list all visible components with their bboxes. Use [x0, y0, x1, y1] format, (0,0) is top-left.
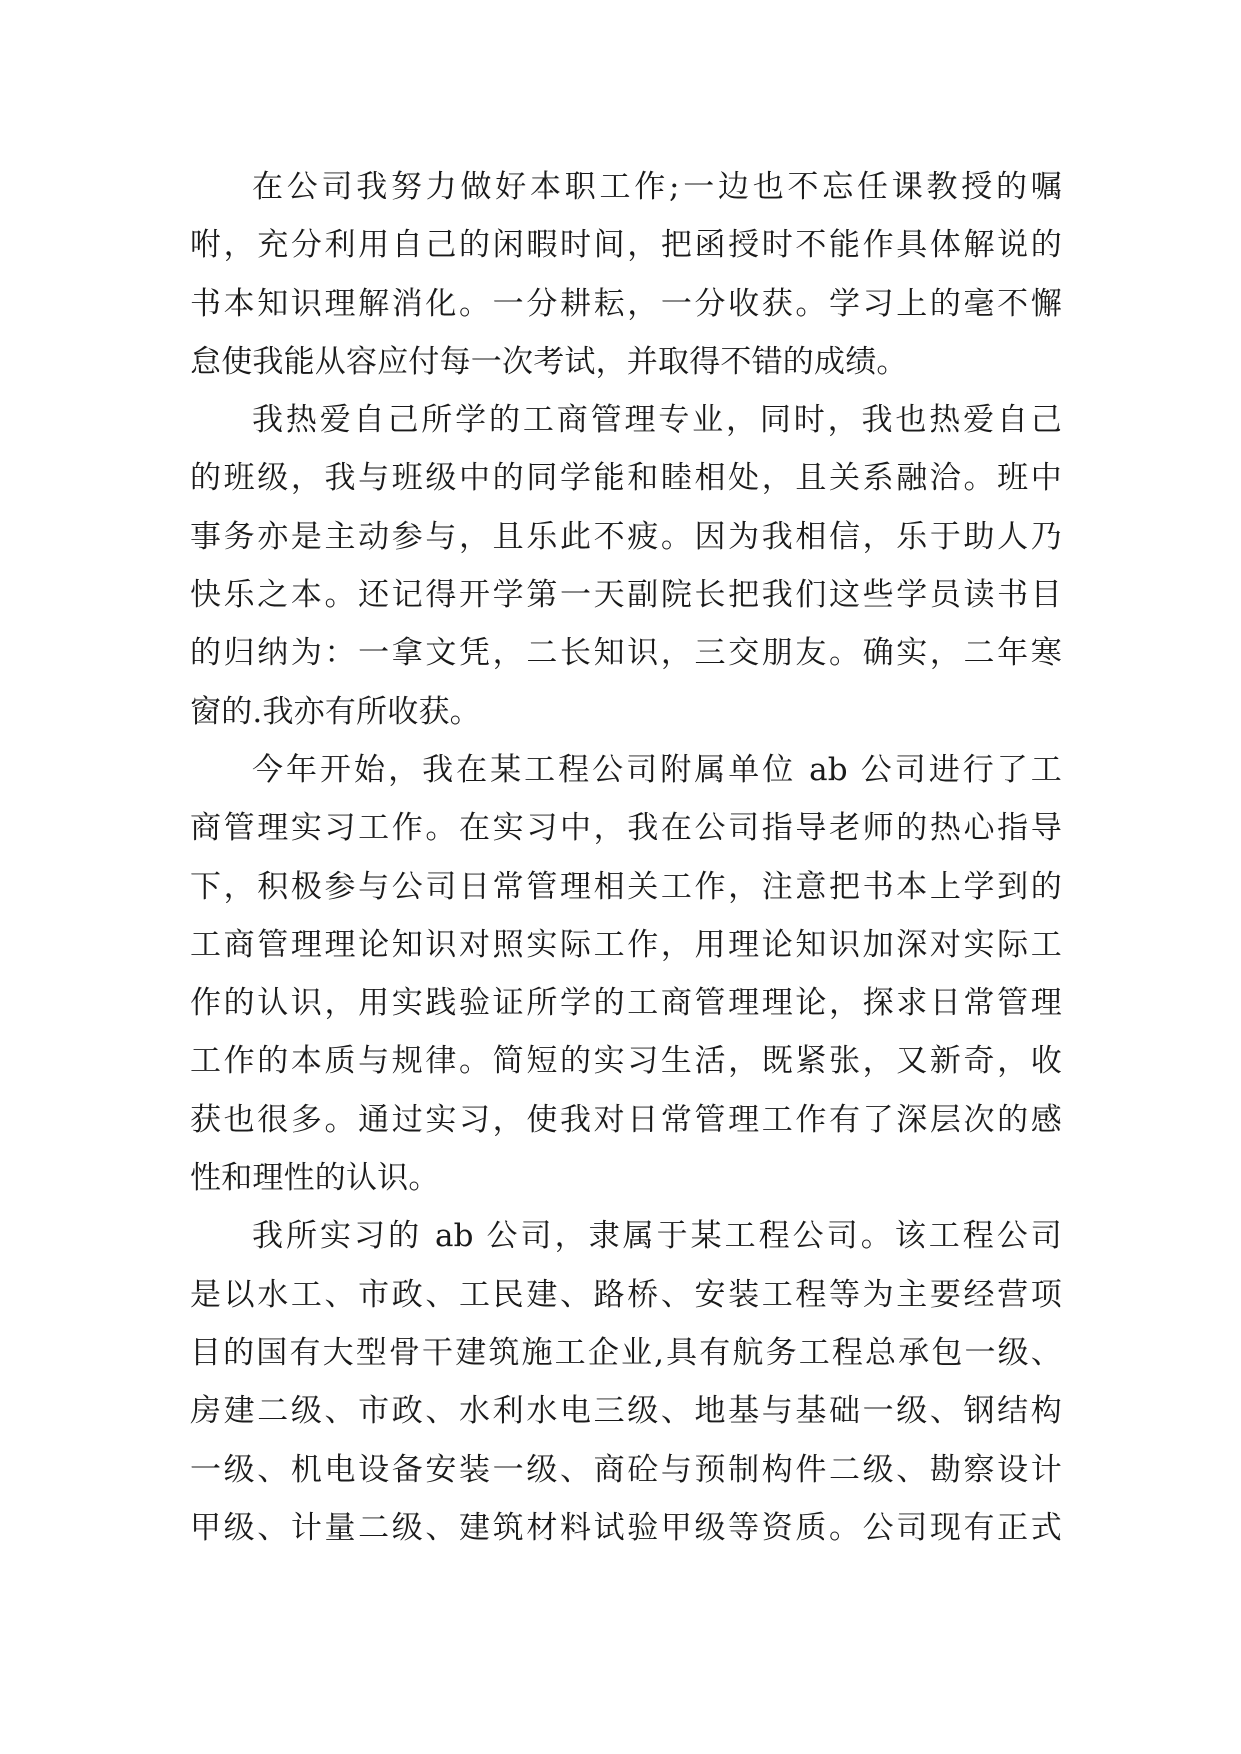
text-line: 商管理实习工作。在实习中，我在公司指导老师的热心指导	[190, 810, 1062, 847]
paragraph-2	[190, 391, 1062, 741]
text-line: 的班级，我与班级中的同学能和睦相处，且关系融洽。班中	[190, 460, 1062, 497]
text-line: 怠使我能从容应付每一次考试，并取得不错的成绩。	[190, 343, 908, 380]
text-line: 目的国有大型骨干建筑施工企业,具有航务工程总承包一级、	[190, 1334, 1062, 1371]
text-line: 作的认识，用实践验证所学的工商管理理论，探求日常管理	[190, 985, 1062, 1022]
text-line: 房建二级、市政、水利水电三级、地基与基础一级、钢结构	[190, 1393, 1062, 1430]
text-line: 我热爱自己所学的工商管理专业，同时，我也热爱自己	[252, 402, 1062, 439]
text-line: 的归纳为：一拿文凭，二长知识，三交朋友。确实，二年寒	[190, 635, 1062, 672]
text-line: 性和理性的认识。	[190, 1160, 440, 1197]
text-line: 工商管理理论知识对照实际工作，用理论知识加深对实际工	[190, 926, 1062, 963]
text-line: 一级、机电设备安装一级、商砼与预制构件二级、勘察设计	[190, 1451, 1062, 1488]
document-body	[190, 158, 1062, 1557]
paragraph-1	[190, 158, 1062, 391]
text-line: 快乐之本。还记得开学第一天副院长把我们这些学员读书目	[190, 577, 1062, 614]
text-line: 事务亦是主动参与，且乐此不疲。因为我相信，乐于助人乃	[190, 518, 1062, 555]
text-line: 咐，充分利用自己的闲暇时间，把函授时不能作具体解说的	[190, 227, 1062, 264]
text-line: 我所实习的 ab 公司，隶属于某工程公司。该工程公司	[252, 1218, 1062, 1255]
text-line: 书本知识理解消化。一分耕耘，一分收获。学习上的毫不懈	[190, 285, 1062, 322]
text-line: 下，积极参与公司日常管理相关工作，注意把书本上学到的	[190, 868, 1062, 905]
text-line: 是以水工、市政、工民建、路桥、安装工程等为主要经营项	[190, 1276, 1062, 1313]
text-line: 窗的.我亦有所收获。	[190, 693, 481, 730]
text-line: 甲级、计量二级、建筑材料试验甲级等资质。公司现有正式	[190, 1509, 1062, 1546]
paragraph-3	[190, 741, 1062, 1207]
text-line: 今年开始，我在某工程公司附属单位 ab 公司进行了工	[252, 751, 1062, 788]
paragraph-4	[190, 1207, 1062, 1557]
text-line: 获也很多。通过实习，使我对日常管理工作有了深层次的感	[190, 1101, 1062, 1138]
text-line: 工作的本质与规律。简短的实习生活，既紧张，又新奇，收	[190, 1043, 1062, 1080]
text-line: 在公司我努力做好本职工作;一边也不忘任课教授的嘱	[252, 169, 1062, 205]
